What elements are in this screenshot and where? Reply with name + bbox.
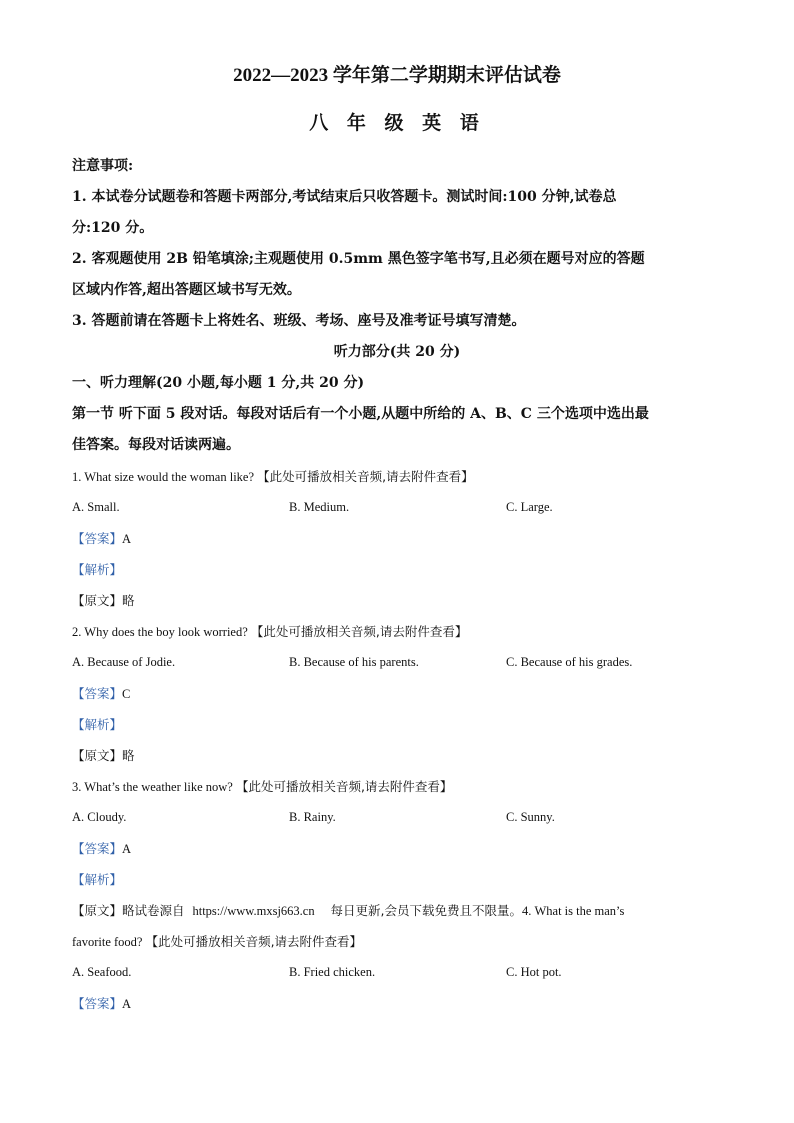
instruction-line: 佳答案。每段对话读两遍。 <box>72 437 240 453</box>
exam-title: 2022—2023 学年第二学期期末评估试卷 <box>233 65 561 86</box>
question-text: 1. What size would the woman like? <box>72 470 255 484</box>
answer-label: 【答案】 <box>72 841 123 856</box>
note-item <box>72 182 722 244</box>
option-b: B. Medium. <box>289 500 350 514</box>
option-c: C. Sunny. <box>506 810 555 824</box>
option-a: A. Because of Jodie. <box>72 655 176 669</box>
question-stem <box>72 926 722 957</box>
option-b: B. Fried chicken. <box>289 965 376 979</box>
original-row <box>72 740 722 771</box>
note-line: 2. 客观题使用 2B 铅笔填涂;主观题使用 0.5mm 黑色签字笔书写,且必须在题号对应的答题 <box>72 251 645 267</box>
answer-row <box>72 678 722 709</box>
question-options <box>72 802 722 833</box>
original-label: 【原文】 <box>72 903 123 918</box>
answer-value: A <box>122 997 132 1011</box>
original-suffix: 每日更新,会员下载免费且不限量。 <box>330 903 522 918</box>
exam-page <box>72 62 722 1019</box>
question-text: 3. What’s the weather like now? <box>72 780 233 794</box>
note-line: 分:120 分。 <box>72 220 154 236</box>
answer-row <box>72 833 722 864</box>
analysis-label: 【解析】 <box>72 562 123 577</box>
original-label: 【原文】 <box>72 593 123 608</box>
answer-value: A <box>122 532 132 546</box>
original-prefix: 略试卷源自 <box>122 903 185 918</box>
analysis-label: 【解析】 <box>72 717 123 732</box>
note-line: 3. 答题前请在答题卡上将姓名、班级、考场、座号及准考证号填写清楚。 <box>72 313 526 329</box>
audio-link[interactable]: 【此处可播放相关音频,请去附件查看】 <box>257 469 474 484</box>
option-a: A. Small. <box>72 500 120 514</box>
question-text: 2. Why does the boy look worried? <box>72 625 248 639</box>
question-options <box>72 647 722 678</box>
notes-heading: 注意事项: <box>72 158 134 174</box>
option-c: C. Large. <box>506 500 553 514</box>
listening-instructions <box>72 399 722 461</box>
source-link[interactable]: https://www.mxsj663.cn <box>192 904 315 918</box>
question-options <box>72 492 722 523</box>
analysis-row <box>72 864 722 895</box>
answer-label: 【答案】 <box>72 531 123 546</box>
option-c: C. Hot pot. <box>506 965 562 979</box>
listening-section-title: 一、听力理解(20 小题,每小题 1 分,共 20 分) <box>72 375 365 391</box>
option-c: C. Because of his grades. <box>506 655 633 669</box>
audio-link[interactable]: 【此处可播放相关音频,请去附件查看】 <box>235 779 453 794</box>
note-line: 1. 本试卷分试题卷和答题卡两部分,考试结束后只收答题卡。测试时间:100 分钟,试卷总 <box>72 189 617 205</box>
analysis-row <box>72 554 722 585</box>
original-value: 略 <box>122 748 135 763</box>
option-a: A. Seafood. <box>72 965 132 979</box>
notes-list <box>72 182 722 337</box>
original-row <box>72 585 722 616</box>
option-b: B. Rainy. <box>289 810 336 824</box>
question-text: 4. What is the man’s <box>521 904 625 918</box>
question-stem <box>72 461 722 492</box>
question-text: favorite food? <box>72 935 143 949</box>
answer-value: C <box>122 687 131 701</box>
analysis-label: 【解析】 <box>72 872 123 887</box>
audio-link[interactable]: 【此处可播放相关音频,请去附件查看】 <box>250 624 468 639</box>
original-label: 【原文】 <box>72 748 123 763</box>
analysis-row <box>72 709 722 740</box>
exam-subtitle: 八 年 级 英 语 <box>309 112 485 134</box>
note-line: 区域内作答,超出答题区域书写无效。 <box>72 282 301 298</box>
note-item <box>72 244 722 306</box>
question-stem <box>72 771 722 802</box>
audio-link[interactable]: 【此处可播放相关音频,请去附件查看】 <box>145 934 363 949</box>
listening-part-title: 听力部分(共 20 分) <box>333 344 461 360</box>
option-a: A. Cloudy. <box>72 810 127 824</box>
answer-row <box>72 988 722 1019</box>
answer-label: 【答案】 <box>72 686 123 701</box>
note-item <box>72 306 722 337</box>
original-value: 略 <box>122 593 135 608</box>
answer-row <box>72 523 722 554</box>
instruction-line: 第一节 听下面 5 段对话。每段对话后有一个小题,从题中所给的 A、B、C 三个选项中选出最 <box>72 406 649 422</box>
original-row <box>72 895 722 926</box>
question-options <box>72 957 722 988</box>
answer-value: A <box>122 842 132 856</box>
option-b: B. Because of his parents. <box>289 655 419 669</box>
question-stem <box>72 616 722 647</box>
answer-label: 【答案】 <box>72 996 123 1011</box>
